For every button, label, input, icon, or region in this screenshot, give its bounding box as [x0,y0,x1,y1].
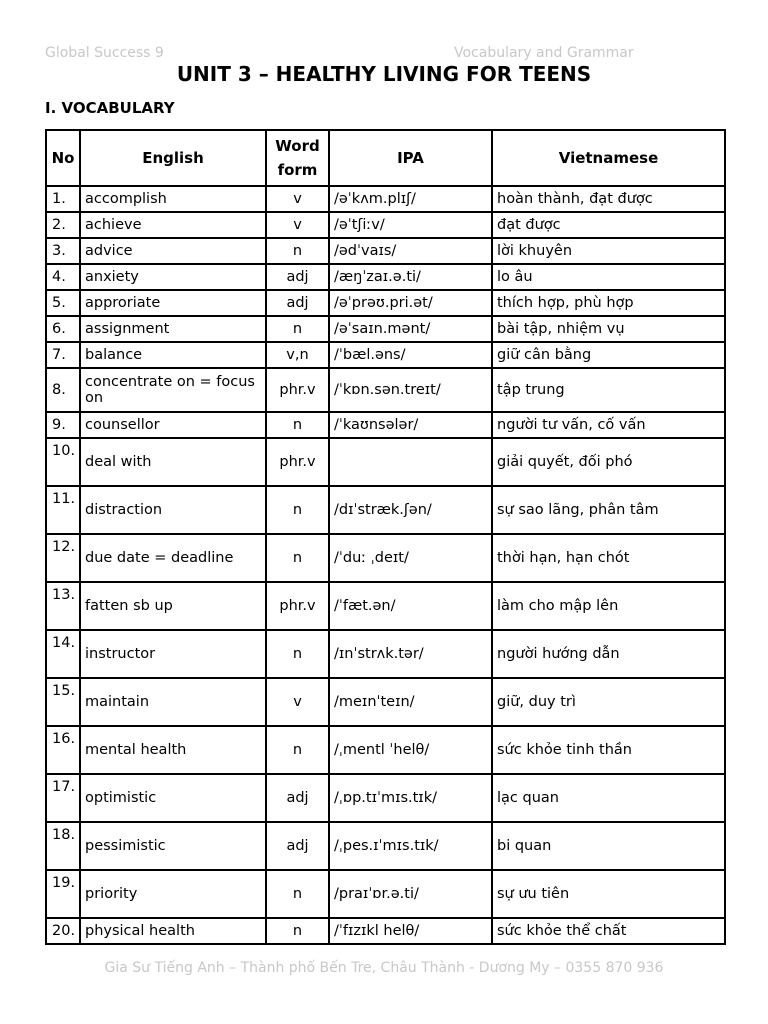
word-form: phr.v [266,368,329,412]
vietnamese-meaning: làm cho mập lên [492,582,725,630]
row-number: 13. [46,582,80,630]
table-row [46,186,725,212]
table-row [46,918,725,944]
row-number: 17. [46,774,80,822]
ipa-transcription: /əˈsaɪn.mənt/ [329,316,492,342]
word-form-line1: Word [275,137,320,155]
ipa-transcription: /ˌɒp.tɪˈmɪs.tɪk/ [329,774,492,822]
row-number: 20. [46,918,80,944]
vietnamese-meaning: sức khỏe tinh thần [492,726,725,774]
row-number: 9. [46,412,80,438]
ipa-transcription: /æŋˈzaɪ.ə.ti/ [329,264,492,290]
english-term: maintain [80,678,266,726]
ipa-transcription: /praɪˈɒr.ə.ti/ [329,870,492,918]
word-form: n [266,918,329,944]
table-row [46,774,725,822]
vietnamese-meaning: thời hạn, hạn chót [492,534,725,582]
english-term: concentrate on = focus on [80,368,266,412]
english-term: instructor [80,630,266,678]
table-row [46,316,725,342]
row-number: 14. [46,630,80,678]
ipa-transcription: /ˈkaʊnsələr/ [329,412,492,438]
table-row [46,342,725,368]
table-row [46,290,725,316]
table-row [46,534,725,582]
column-header-ipa: IPA [329,130,492,186]
word-form: phr.v [266,582,329,630]
ipa-transcription: /ɪnˈstrʌk.tər/ [329,630,492,678]
column-header-word-form [266,130,329,186]
column-header-vietnamese: Vietnamese [492,130,725,186]
vietnamese-meaning: tập trung [492,368,725,412]
row-number: 3. [46,238,80,264]
english-term: counsellor [80,412,266,438]
ipa-transcription: /ədˈvaɪs/ [329,238,492,264]
row-number: 15. [46,678,80,726]
vietnamese-meaning: đạt được [492,212,725,238]
row-number: 10. [46,438,80,486]
word-form: v [266,212,329,238]
ipa-transcription: /əˈkʌm.plɪʃ/ [329,186,492,212]
ipa-transcription: /ˌmentl ˈhelθ/ [329,726,492,774]
table-row [46,486,725,534]
table-row [46,582,725,630]
word-form: adj [266,264,329,290]
table-row [46,678,725,726]
word-form: n [266,870,329,918]
english-term: assignment [80,316,266,342]
page-footer: Gia Sư Tiếng Anh – Thành phố Bến Tre, Châu Thành - Dương My – 0355 870 936 [104,960,664,976]
row-number: 1. [46,186,80,212]
vietnamese-meaning: sự sao lãng, phân tâm [492,486,725,534]
vietnamese-meaning: sự ưu tiên [492,870,725,918]
table-row [46,412,725,438]
word-form: adj [266,822,329,870]
row-number: 11. [46,486,80,534]
word-form: v,n [266,342,329,368]
column-header-english: English [80,130,266,186]
word-form: n [266,316,329,342]
english-term: deal with [80,438,266,486]
english-term: balance [80,342,266,368]
vocabulary-rows [46,186,725,944]
ipa-transcription: /əˈprəʊ.pri.ət/ [329,290,492,316]
english-term: distraction [80,486,266,534]
word-form-line2: form [277,161,318,179]
row-number: 8. [46,368,80,412]
ipa-transcription [329,438,492,486]
english-term: fatten sb up [80,582,266,630]
word-form: adj [266,290,329,316]
vietnamese-meaning: giữ cân bằng [492,342,725,368]
table-row [46,264,725,290]
ipa-transcription: /meɪnˈteɪn/ [329,678,492,726]
english-term: advice [80,238,266,264]
english-term: physical health [80,918,266,944]
word-form: n [266,238,329,264]
ipa-transcription: /ˌpes.ɪˈmɪs.tɪk/ [329,822,492,870]
word-form: phr.v [266,438,329,486]
table-row [46,212,725,238]
word-form: n [266,486,329,534]
ipa-transcription: /ˈduː ˌdeɪt/ [329,534,492,582]
row-number: 12. [46,534,80,582]
vietnamese-meaning: giữ, duy trì [492,678,725,726]
row-number: 5. [46,290,80,316]
vietnamese-meaning: lời khuyên [492,238,725,264]
table-row [46,238,725,264]
word-form: v [266,186,329,212]
vietnamese-meaning: lạc quan [492,774,725,822]
row-number: 2. [46,212,80,238]
english-term: achieve [80,212,266,238]
english-term: accomplish [80,186,266,212]
vietnamese-meaning: thích hợp, phù hợp [492,290,725,316]
ipa-transcription: /ˈfɪzɪkl helθ/ [329,918,492,944]
page-title: UNIT 3 – HEALTHY LIVING FOR TEENS [176,62,592,86]
vocabulary-table [45,129,726,945]
table-row [46,870,725,918]
word-form: n [266,534,329,582]
header-book-title: Global Success 9 [45,45,164,61]
english-term: approriate [80,290,266,316]
ipa-transcription: /ˈbæl.əns/ [329,342,492,368]
vietnamese-meaning: người tư vấn, cố vấn [492,412,725,438]
ipa-transcription: /ˈfæt.ən/ [329,582,492,630]
table-header-row [46,130,725,186]
english-term: mental health [80,726,266,774]
row-number: 19. [46,870,80,918]
ipa-transcription: /əˈtʃiːv/ [329,212,492,238]
english-term: priority [80,870,266,918]
word-form: n [266,726,329,774]
vietnamese-meaning: lo âu [492,264,725,290]
vietnamese-meaning: giải quyết, đối phó [492,438,725,486]
header-section-label: Vocabulary and Grammar [454,45,634,61]
ipa-transcription: /dɪˈstræk.ʃən/ [329,486,492,534]
english-term: pessimistic [80,822,266,870]
english-term: anxiety [80,264,266,290]
table-row [46,822,725,870]
row-number: 7. [46,342,80,368]
section-heading: I. VOCABULARY [45,99,175,117]
vietnamese-meaning: bi quan [492,822,725,870]
ipa-transcription: /ˈkɒn.sən.treɪt/ [329,368,492,412]
english-term: optimistic [80,774,266,822]
column-header-no: No [46,130,80,186]
table-row [46,726,725,774]
vietnamese-meaning: sức khỏe thể chất [492,918,725,944]
table-row [46,368,725,412]
row-number: 16. [46,726,80,774]
table-row [46,438,725,486]
english-term: due date = deadline [80,534,266,582]
table-row [46,630,725,678]
vietnamese-meaning: hoàn thành, đạt được [492,186,725,212]
vietnamese-meaning: bài tập, nhiệm vụ [492,316,725,342]
vietnamese-meaning: người hướng dẫn [492,630,725,678]
row-number: 6. [46,316,80,342]
word-form: n [266,630,329,678]
word-form: n [266,412,329,438]
row-number: 18. [46,822,80,870]
word-form: v [266,678,329,726]
row-number: 4. [46,264,80,290]
word-form: adj [266,774,329,822]
